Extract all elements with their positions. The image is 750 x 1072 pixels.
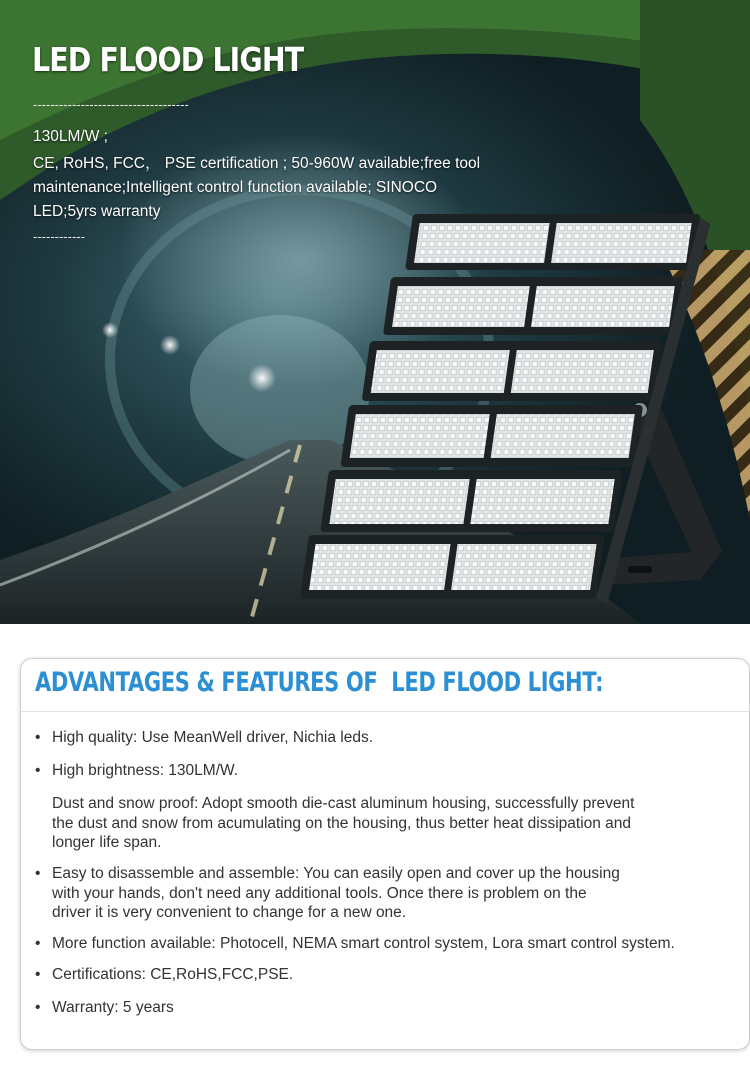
bullet-icon: • [35, 999, 41, 1016]
feature-text: More function available: Photocell, NEMA smart control system, Lora smart control system. [52, 935, 675, 952]
features-title-divider [21, 711, 749, 712]
features-card [20, 658, 750, 1050]
feature-text: High brightness: 130LM/W. [52, 762, 239, 779]
hero-spec-line-3: maintenance;Intelligent control function available; SINOCO [33, 179, 438, 196]
feature-text: Warranty: 5 years [52, 999, 174, 1016]
feature-item-certifications [35, 965, 293, 985]
hero-divider-top: ------------------------------------ [33, 97, 189, 112]
feature-item-brightness [35, 761, 238, 781]
bullet-icon: • [35, 762, 41, 779]
feature-item-quality [35, 728, 373, 748]
hero-title: LED FLOOD LIGHT [32, 40, 304, 79]
hero-spec-line-1: 130LM/W ; [33, 128, 108, 145]
feature-text: Easy to disassemble and assemble: You can easily open and cover up the housing with your hands, don't need any additional tools. Once there is problem on the driver it is very convenient to change for a new one. [52, 865, 620, 921]
feature-item-dust-proof [35, 794, 634, 853]
feature-text: High quality: Use MeanWell driver, Nichia leds. [52, 729, 374, 746]
bullet-icon: • [35, 729, 41, 746]
feature-item-assembly [35, 864, 620, 923]
feature-item-warranty [35, 998, 174, 1018]
features-title: ADVANTAGES & FEATURES OF LED FLOOD LIGHT: [35, 667, 604, 698]
bullet-icon: • [35, 966, 41, 983]
feature-text: Dust and snow proof: Adopt smooth die-cast aluminum housing, successfully prevent the dust and snow from acumulating on the housing, thus better heat dissipation and longer life span. [52, 795, 635, 851]
bullet-icon: • [35, 865, 41, 882]
bullet-icon: • [35, 935, 41, 952]
hero-spec-line-4: LED;5yrs warranty [33, 203, 161, 220]
feature-text: Certifications: CE,RoHS,FCC,PSE. [52, 966, 294, 983]
hero-divider-bottom: ------------ [33, 229, 85, 244]
feature-item-functions [35, 934, 675, 954]
hero-spec-line-2: CE, RoHS, FCC， PSE certification ; 50-960W available;free tool [33, 155, 481, 172]
